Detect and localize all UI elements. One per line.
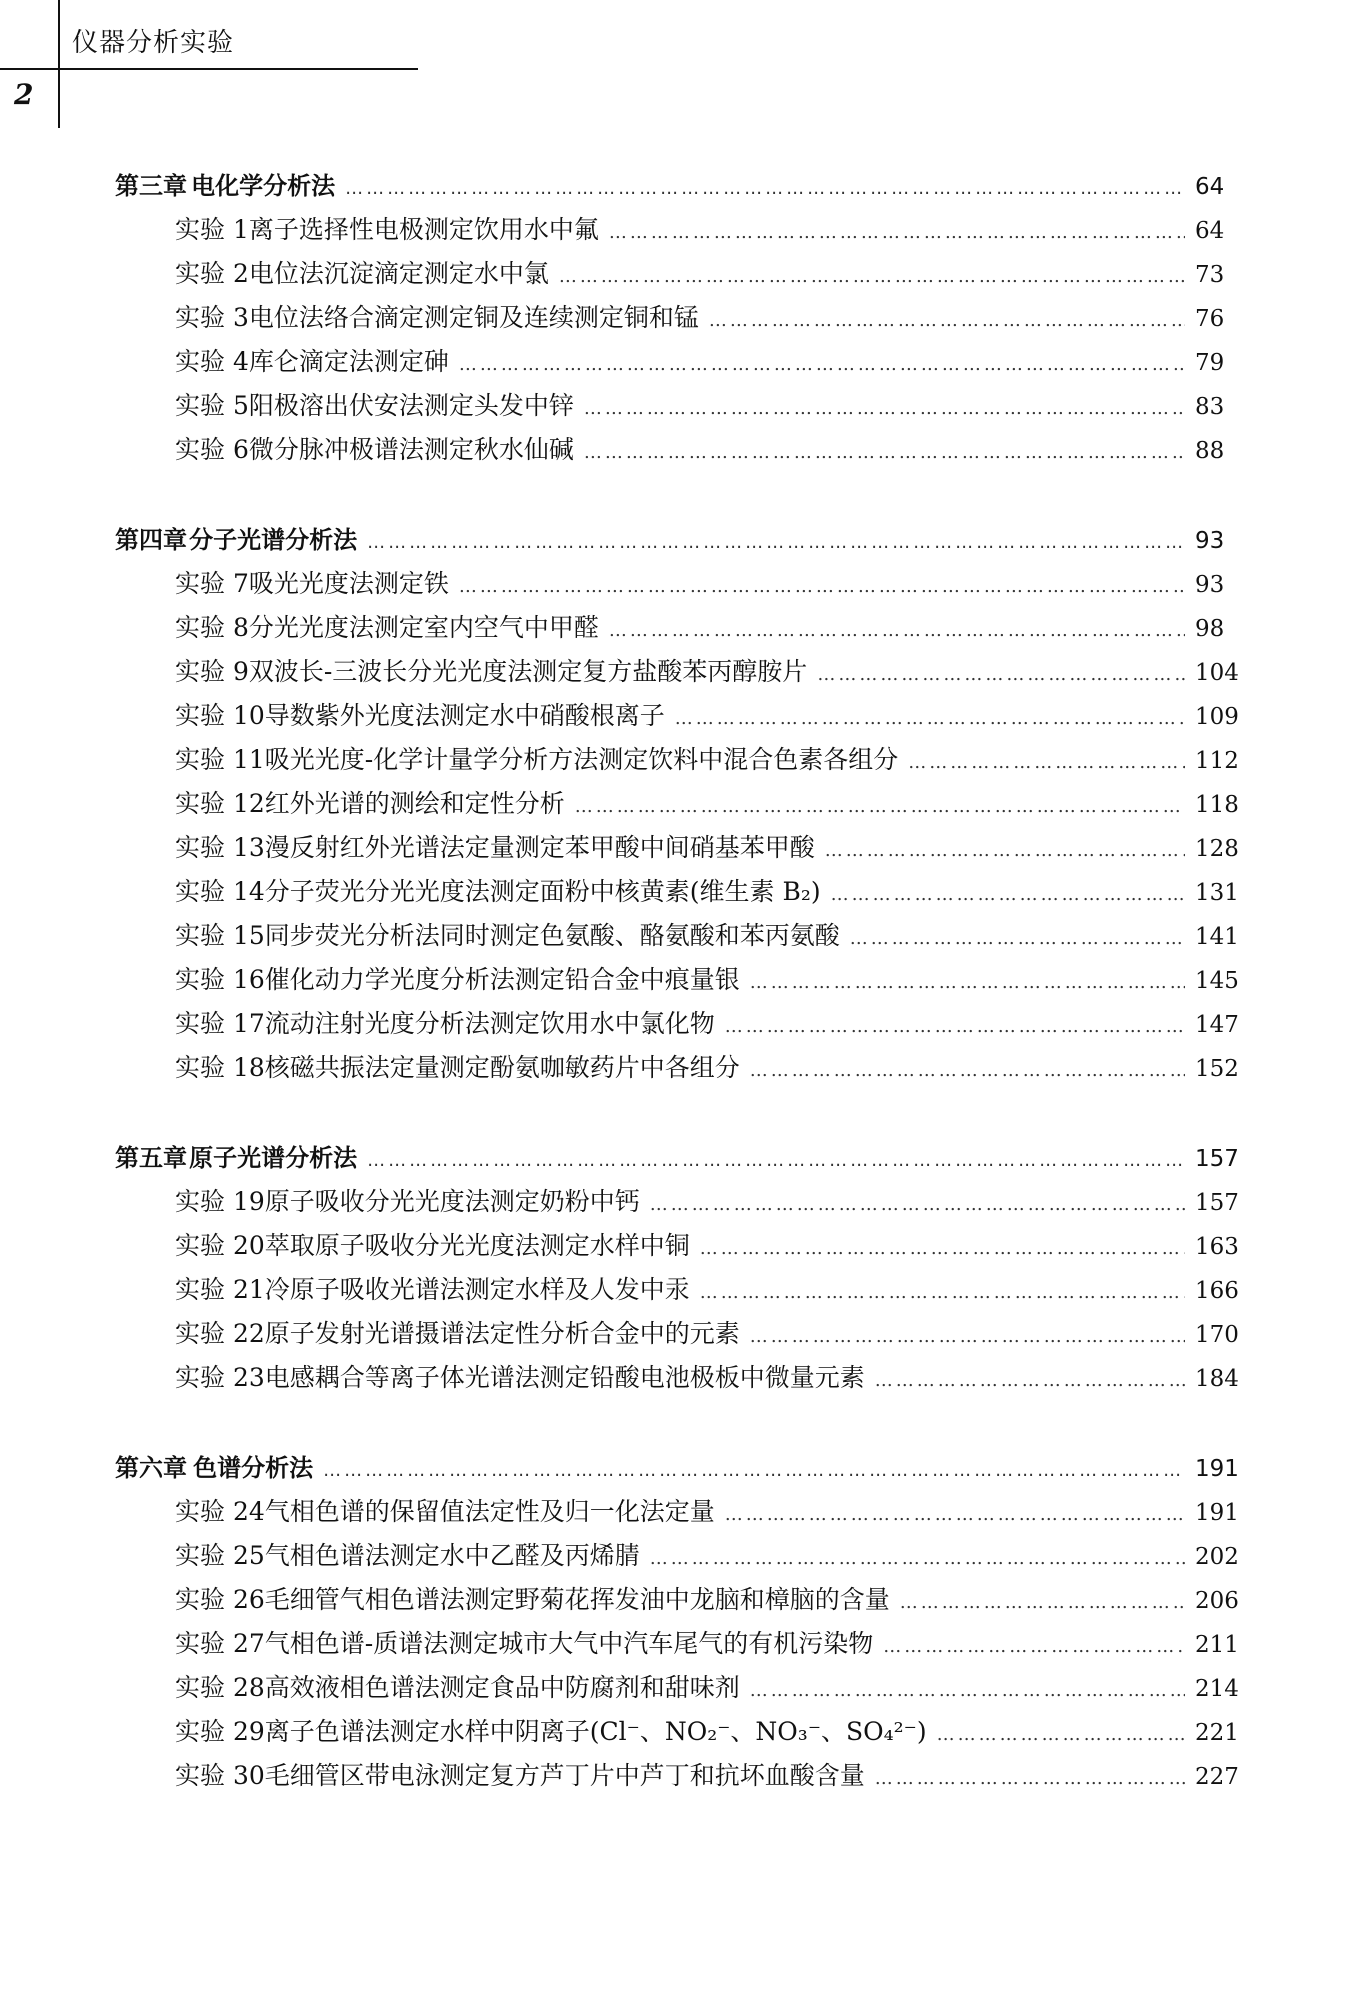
experiment-title: 吸光光度-化学计量学分析方法测定饮料中混合色素各组分 bbox=[264, 745, 899, 774]
dot-leader bbox=[367, 1150, 1185, 1171]
dot-leader bbox=[559, 266, 1185, 287]
experiment-page: 184 bbox=[1195, 1366, 1239, 1392]
experiment-number: 实验 21 bbox=[175, 1275, 265, 1304]
toc-entry bbox=[115, 872, 1265, 916]
experiment-title: 气相色谱-质谱法测定城市大气中汽车尾气的有机污染物 bbox=[264, 1629, 874, 1658]
experiment-number: 实验 19 bbox=[175, 1187, 265, 1216]
experiment-page: 64 bbox=[1195, 218, 1225, 244]
dot-leader bbox=[700, 1282, 1185, 1303]
chapter-number: 第三章 bbox=[115, 172, 187, 200]
toc-entry bbox=[115, 652, 1265, 696]
dot-leader bbox=[367, 532, 1185, 553]
experiment-number: 实验 7 bbox=[175, 569, 249, 598]
experiment-page: 98 bbox=[1195, 616, 1225, 642]
experiment-number: 实验 1 bbox=[175, 215, 249, 244]
experiment-number: 实验 10 bbox=[175, 701, 265, 730]
experiment-title: 电位法沉淀滴定测定水中氯 bbox=[248, 259, 549, 288]
experiment-number: 实验 18 bbox=[175, 1053, 265, 1082]
toc-entry bbox=[115, 386, 1265, 430]
chapter-number: 第六章 bbox=[115, 1454, 187, 1482]
header-vertical-rule bbox=[58, 0, 60, 128]
experiment-title: 导数紫外光度法测定水中硝酸根离子 bbox=[264, 701, 665, 730]
chapter-section bbox=[115, 166, 1265, 474]
experiment-number: 实验 20 bbox=[175, 1231, 265, 1260]
chapter-number: 第四章 bbox=[115, 526, 187, 554]
chapter-page: 64 bbox=[1195, 174, 1225, 200]
toc-entry bbox=[115, 210, 1265, 254]
experiment-number: 实验 24 bbox=[175, 1497, 265, 1526]
experiment-title: 气相色谱法测定水中乙醛及丙烯腈 bbox=[264, 1541, 640, 1570]
dot-leader bbox=[575, 796, 1185, 817]
experiment-title: 电感耦合等离子体光谱法测定铅酸电池极板中微量元素 bbox=[264, 1363, 865, 1392]
header-horizontal-rule bbox=[0, 68, 418, 70]
experiment-title: 双波长-三波长分光光度法测定复方盐酸苯丙醇胺片 bbox=[248, 657, 808, 686]
experiment-page: 131 bbox=[1195, 880, 1239, 906]
experiment-page: 221 bbox=[1195, 1720, 1239, 1746]
dot-leader bbox=[750, 1060, 1185, 1081]
chapter-page: 157 bbox=[1195, 1146, 1239, 1172]
toc-entry bbox=[115, 784, 1265, 828]
experiment-page: 112 bbox=[1195, 748, 1239, 774]
toc-entry bbox=[115, 608, 1265, 652]
toc-entry bbox=[115, 740, 1265, 784]
dot-leader bbox=[650, 1548, 1185, 1569]
experiment-number: 实验 9 bbox=[175, 657, 249, 686]
dot-leader bbox=[345, 178, 1185, 199]
experiment-number: 实验 23 bbox=[175, 1363, 265, 1392]
chapter-page: 93 bbox=[1195, 528, 1225, 554]
chapter-heading bbox=[115, 1138, 1265, 1182]
experiment-page: 83 bbox=[1195, 394, 1225, 420]
toc-entry bbox=[115, 1492, 1265, 1536]
toc-entry bbox=[115, 1314, 1265, 1358]
experiment-title: 萃取原子吸收分光光度法测定水样中铜 bbox=[264, 1231, 690, 1260]
experiment-page: 93 bbox=[1195, 572, 1225, 598]
experiment-title: 高效液相色谱法测定食品中防腐剂和甜味剂 bbox=[264, 1673, 740, 1702]
dot-leader bbox=[725, 1504, 1185, 1525]
dot-leader bbox=[725, 1016, 1185, 1037]
dot-leader bbox=[750, 972, 1185, 993]
dot-leader bbox=[700, 1238, 1185, 1259]
experiment-number: 实验 26 bbox=[175, 1585, 265, 1614]
experiment-title: 气相色谱的保留值法定性及归一化法定量 bbox=[264, 1497, 715, 1526]
dot-leader bbox=[817, 664, 1185, 685]
toc-entry bbox=[115, 1182, 1265, 1226]
dot-leader bbox=[850, 928, 1185, 949]
experiment-title: 分子荧光分光光度法测定面粉中核黄素(维生素 B₂) bbox=[264, 877, 821, 906]
chapter-title: 色谱分析法 bbox=[193, 1454, 314, 1482]
experiment-title: 核磁共振法定量测定酚氨咖敏药片中各组分 bbox=[264, 1053, 740, 1082]
experiment-title: 同步荧光分析法同时测定色氨酸、酪氨酸和苯丙氨酸 bbox=[264, 921, 840, 950]
toc-entry bbox=[115, 1712, 1265, 1756]
experiment-title: 原子吸收分光光度法测定奶粉中钙 bbox=[264, 1187, 640, 1216]
experiment-title: 离子选择性电极测定饮用水中氟 bbox=[248, 215, 599, 244]
experiment-page: 141 bbox=[1195, 924, 1239, 950]
dot-leader bbox=[459, 576, 1185, 597]
dot-leader bbox=[937, 1724, 1185, 1745]
dot-leader bbox=[825, 840, 1185, 861]
experiment-page: 109 bbox=[1195, 704, 1239, 730]
dot-leader bbox=[584, 398, 1185, 419]
dot-leader bbox=[459, 354, 1185, 375]
experiment-title: 冷原子吸收光谱法测定水样及人发中汞 bbox=[264, 1275, 690, 1304]
experiment-number: 实验 14 bbox=[175, 877, 265, 906]
experiment-page: 211 bbox=[1195, 1632, 1239, 1658]
experiment-number: 实验 13 bbox=[175, 833, 265, 862]
toc-entry bbox=[115, 1624, 1265, 1668]
experiment-page: 145 bbox=[1195, 968, 1239, 994]
toc-entry bbox=[115, 1270, 1265, 1314]
experiment-title: 分光光度法测定室内空气中甲醛 bbox=[248, 613, 599, 642]
experiment-page: 170 bbox=[1195, 1322, 1239, 1348]
toc-entry bbox=[115, 298, 1265, 342]
experiment-page: 118 bbox=[1195, 792, 1239, 818]
experiment-number: 实验 30 bbox=[175, 1761, 265, 1790]
chapter-title: 电化学分析法 bbox=[191, 172, 336, 200]
experiment-page: 206 bbox=[1195, 1588, 1239, 1614]
experiment-title: 红外光谱的测绘和定性分析 bbox=[264, 789, 565, 818]
experiment-page: 104 bbox=[1195, 660, 1239, 686]
experiment-title: 库仑滴定法测定砷 bbox=[248, 347, 449, 376]
experiment-title: 漫反射红外光谱法定量测定苯甲酸中间硝基苯甲酸 bbox=[264, 833, 815, 862]
experiment-page: 79 bbox=[1195, 350, 1225, 376]
experiment-page: 202 bbox=[1195, 1544, 1239, 1570]
dot-leader bbox=[609, 620, 1185, 641]
dot-leader bbox=[883, 1636, 1185, 1657]
toc-entry bbox=[115, 342, 1265, 386]
experiment-number: 实验 5 bbox=[175, 391, 249, 420]
dot-leader bbox=[650, 1194, 1185, 1215]
toc-entry bbox=[115, 564, 1265, 608]
toc-entry bbox=[115, 828, 1265, 872]
dot-leader bbox=[323, 1460, 1185, 1481]
experiment-title: 毛细管气相色谱法测定野菊花挥发油中龙脑和樟脑的含量 bbox=[264, 1585, 890, 1614]
experiment-page: 76 bbox=[1195, 306, 1225, 332]
experiment-title: 流动注射光度分析法测定饮用水中氯化物 bbox=[264, 1009, 715, 1038]
chapter-page: 191 bbox=[1195, 1456, 1239, 1482]
experiment-number: 实验 2 bbox=[175, 259, 249, 288]
chapter-heading bbox=[115, 1448, 1265, 1492]
chapter-section bbox=[115, 1448, 1265, 1800]
experiment-number: 实验 28 bbox=[175, 1673, 265, 1702]
toc-entry bbox=[115, 696, 1265, 740]
experiment-number: 实验 27 bbox=[175, 1629, 265, 1658]
experiment-page: 163 bbox=[1195, 1234, 1239, 1260]
experiment-page: 227 bbox=[1195, 1764, 1239, 1790]
dot-leader bbox=[875, 1768, 1185, 1789]
experiment-number: 实验 8 bbox=[175, 613, 249, 642]
toc-entry bbox=[115, 254, 1265, 298]
toc-entry bbox=[115, 1668, 1265, 1712]
toc-entry bbox=[115, 430, 1265, 474]
experiment-title: 催化动力学光度分析法测定铅合金中痕量银 bbox=[264, 965, 740, 994]
toc-entry bbox=[115, 1756, 1265, 1800]
dot-leader bbox=[750, 1680, 1185, 1701]
experiment-title: 微分脉冲极谱法测定秋水仙碱 bbox=[248, 435, 574, 464]
experiment-number: 实验 3 bbox=[175, 303, 249, 332]
dot-leader bbox=[900, 1592, 1185, 1613]
experiment-page: 147 bbox=[1195, 1012, 1239, 1038]
experiment-title: 原子发射光谱摄谱法定性分析合金中的元素 bbox=[264, 1319, 740, 1348]
book-title: 仪器分析实验 bbox=[72, 28, 235, 58]
chapter-title: 分子光谱分析法 bbox=[189, 526, 358, 554]
chapter-heading bbox=[115, 166, 1265, 210]
experiment-number: 实验 12 bbox=[175, 789, 265, 818]
experiment-title: 电位法络合滴定测定铜及连续测定铜和锰 bbox=[248, 303, 699, 332]
experiment-number: 实验 17 bbox=[175, 1009, 265, 1038]
chapter-section bbox=[115, 1138, 1265, 1402]
chapter-number: 第五章 bbox=[115, 1144, 187, 1172]
toc-entry bbox=[115, 1048, 1265, 1092]
experiment-number: 实验 15 bbox=[175, 921, 265, 950]
dot-leader bbox=[675, 708, 1185, 729]
experiment-title: 阳极溶出伏安法测定头发中锌 bbox=[248, 391, 574, 420]
page-number: 2 bbox=[14, 78, 34, 111]
toc-entry bbox=[115, 960, 1265, 1004]
dot-leader bbox=[609, 222, 1185, 243]
experiment-number: 实验 6 bbox=[175, 435, 249, 464]
experiment-number: 实验 25 bbox=[175, 1541, 265, 1570]
experiment-number: 实验 11 bbox=[175, 745, 265, 774]
experiment-page: 166 bbox=[1195, 1278, 1239, 1304]
experiment-title: 毛细管区带电泳测定复方芦丁片中芦丁和抗坏血酸含量 bbox=[264, 1761, 865, 1790]
toc-entry bbox=[115, 1004, 1265, 1048]
dot-leader bbox=[875, 1370, 1185, 1391]
experiment-page: 88 bbox=[1195, 438, 1225, 464]
experiment-number: 实验 29 bbox=[175, 1717, 265, 1746]
chapter-title: 原子光谱分析法 bbox=[189, 1144, 358, 1172]
experiment-page: 191 bbox=[1195, 1500, 1239, 1526]
experiment-page: 152 bbox=[1195, 1056, 1239, 1082]
experiment-number: 实验 4 bbox=[175, 347, 249, 376]
experiment-number: 实验 22 bbox=[175, 1319, 265, 1348]
toc-entry bbox=[115, 1358, 1265, 1402]
experiment-title: 离子色谱法测定水样中阴离子(Cl⁻、NO₂⁻、NO₃⁻、SO₄²⁻) bbox=[264, 1717, 927, 1746]
experiment-page: 157 bbox=[1195, 1190, 1239, 1216]
experiment-page: 73 bbox=[1195, 262, 1225, 288]
experiment-title: 吸光光度法测定铁 bbox=[248, 569, 449, 598]
toc-entry bbox=[115, 1580, 1265, 1624]
dot-leader bbox=[908, 752, 1185, 773]
dot-leader bbox=[709, 310, 1185, 331]
experiment-page: 214 bbox=[1195, 1676, 1239, 1702]
table-of-contents bbox=[115, 166, 1265, 1846]
chapter-heading bbox=[115, 520, 1265, 564]
dot-leader bbox=[584, 442, 1185, 463]
dot-leader bbox=[831, 884, 1185, 905]
experiment-number: 实验 16 bbox=[175, 965, 265, 994]
chapter-section bbox=[115, 520, 1265, 1092]
toc-entry bbox=[115, 1536, 1265, 1580]
dot-leader bbox=[750, 1326, 1185, 1347]
experiment-page: 128 bbox=[1195, 836, 1239, 862]
toc-entry bbox=[115, 916, 1265, 960]
toc-entry bbox=[115, 1226, 1265, 1270]
